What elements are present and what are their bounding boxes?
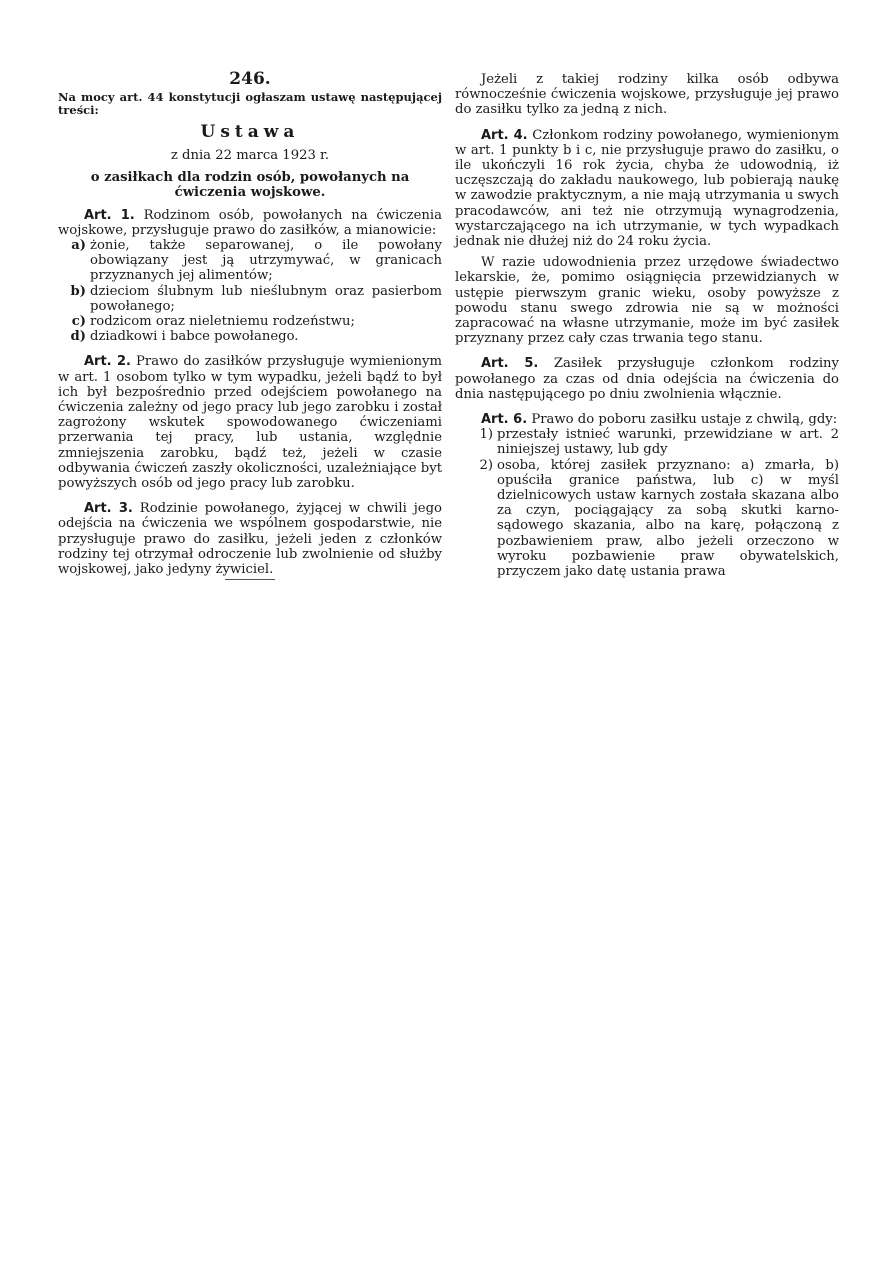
right-column bbox=[455, 72, 839, 579]
list-item-mark: d) bbox=[70, 329, 86, 345]
list-item bbox=[455, 458, 839, 580]
article-1-text: Rodzinom osób, powołanych na ćwiczenia wojskowe, przysługuje prawo do zasiłków, a mianowicie: bbox=[58, 207, 442, 238]
list-item bbox=[58, 238, 442, 284]
article-3-text: Rodzinie powołanego, żyjącej w chwili jego odejścia na ćwiczenia we wspólnem gospodarstwie, nie przysługuje prawo do zasiłku, jeżeli jeden z członków rodziny tej otrzymał odroczenie lub zwolnienie od służby wojskowej, jako jedyny żywiciel. bbox=[58, 501, 442, 578]
list-item-mark: 2) bbox=[479, 457, 493, 473]
list-item bbox=[58, 329, 442, 344]
article-5-label: Art. 5. bbox=[481, 356, 539, 372]
article-6-text: Prawo do poboru zasiłku ustaje z chwilą, gdy: bbox=[531, 412, 838, 428]
document-title: Ustawa bbox=[200, 122, 300, 143]
list-item bbox=[455, 427, 839, 457]
article-4 bbox=[455, 128, 839, 250]
article-6-list bbox=[455, 427, 839, 579]
left-column bbox=[58, 69, 442, 580]
list-item-mark: c) bbox=[71, 314, 86, 330]
document-date: z dnia 22 marca 1923 r. bbox=[170, 148, 330, 164]
list-item-text: przestały istnieć warunki, przewidziane w art. 2 niniejszej ustawy, lub gdy bbox=[497, 427, 839, 458]
list-item-mark: 1) bbox=[479, 427, 493, 443]
list-item bbox=[58, 314, 442, 329]
article-2-label: Art. 2. bbox=[84, 354, 131, 370]
list-item-text: dziadkowi i babce powołanego. bbox=[90, 329, 299, 345]
end-divider bbox=[225, 579, 275, 580]
article-4-paragraph-2: W razie udowodnienia przez urzędowe świadectwo lekarskie, że, pomimo osiągnięcia przewidzianych w ustępie pierwszym granic wieku, osoby powyższe z powodu stanu swego zdrowia nie są w możności zapracować na własne utrzymanie, może im być zasiłek przyznany przez cały czas trwania tego stanu. bbox=[455, 255, 839, 347]
article-5-text: Zasiłek przysługuje członkom rodziny powołanego za czas od dnia odejścia na ćwiczenia do dnia następującego po dniu zwolnienia włącznie. bbox=[455, 356, 839, 402]
list-item-text: rodzicom oraz nieletniemu rodzeństwu; bbox=[90, 314, 355, 330]
list-item-text: osoba, której zasiłek przyznano: a) zmarła, b) opuściła granice państwa, lub c) w myśl dzielnicowych ustaw karnych została skazana albo za czyn, pociągający za sobą skutki karno-sądowego skazania, albo na karę, połączoną z pozbawieniem praw, albo jeżeli orzeczono w wyroku pozbawienie praw obywatelskich, przyczem jako datę ustania prawa bbox=[497, 457, 839, 580]
article-2-text: Prawo do zasiłków przysługuje wymienionym w art. 1 osobom tylko w tym wypadku, jeżeli bądź to był ich był bezpośrednio przed odejściem powołanego na ćwiczenia zależny od jego pracy lub jego zarobku i został zagrożony wskutek spowodowanego ćwiczeniami przerwania tej pracy, lub ustania, względnie zmniejszenia zarobku, bądź też, jeżeli w czasie odbywania ćwiczeń zaszły okoliczności, uzależniające byt powyższych osób od jego pracy lub zarobku. bbox=[58, 354, 442, 492]
article-3 bbox=[58, 501, 442, 577]
list-item-text: dzieciom ślubnym lub nieślubnym oraz pasierbom powołanego; bbox=[90, 283, 442, 314]
list-item-mark: a) bbox=[71, 238, 86, 254]
article-3-label: Art. 3. bbox=[84, 501, 133, 517]
list-item-mark: b) bbox=[70, 283, 86, 299]
document-number: 246. bbox=[229, 69, 271, 89]
article-6 bbox=[455, 412, 839, 427]
article-1 bbox=[58, 208, 442, 238]
article-4-text: Członkom rodziny powołanego, wymienionym w art. 1 punkty b i c, nie przysługuje prawo do zasiłku, o ile ukończyli 16 rok życia, chyba że udowodnią, iż uczęszczają do zakładu naukowego, lub pobierają naukę w zawodzie praktycznym, a nie mają utrzymania u swych pracodawców, ani też nie otrzymują wynagrodzenia, wystarczającego na ich utrzymanie, w tych wypadkach jednak nie dłużej niż do 24 roku życia. bbox=[455, 127, 839, 250]
document-subject: o zasiłkach dla rodzin osób, powołanych na ćwiczenia wojskowe. bbox=[90, 169, 410, 200]
list-item bbox=[58, 284, 442, 314]
article-4-label: Art. 4. bbox=[481, 127, 528, 143]
article-5 bbox=[455, 356, 839, 402]
article-1-list bbox=[58, 238, 442, 344]
intro-clause: Na mocy art. 44 konstytucji ogłaszam ustawę następującej treści: bbox=[58, 90, 442, 118]
article-6-label: Art. 6. bbox=[481, 412, 528, 428]
list-item-text: żonie, także separowanej, o ile powołany obowiązany jest ją utrzymywać, w granicach przyznanych jej alimentów; bbox=[90, 238, 442, 284]
article-2 bbox=[58, 354, 442, 491]
article-1-label: Art. 1. bbox=[84, 207, 135, 223]
article-3-continuation: Jeżeli z takiej rodziny kilka osób odbywa równocześnie ćwiczenia wojskowe, przysługuje jej prawo do zasiłku tylko za jedną z nich. bbox=[455, 72, 839, 118]
